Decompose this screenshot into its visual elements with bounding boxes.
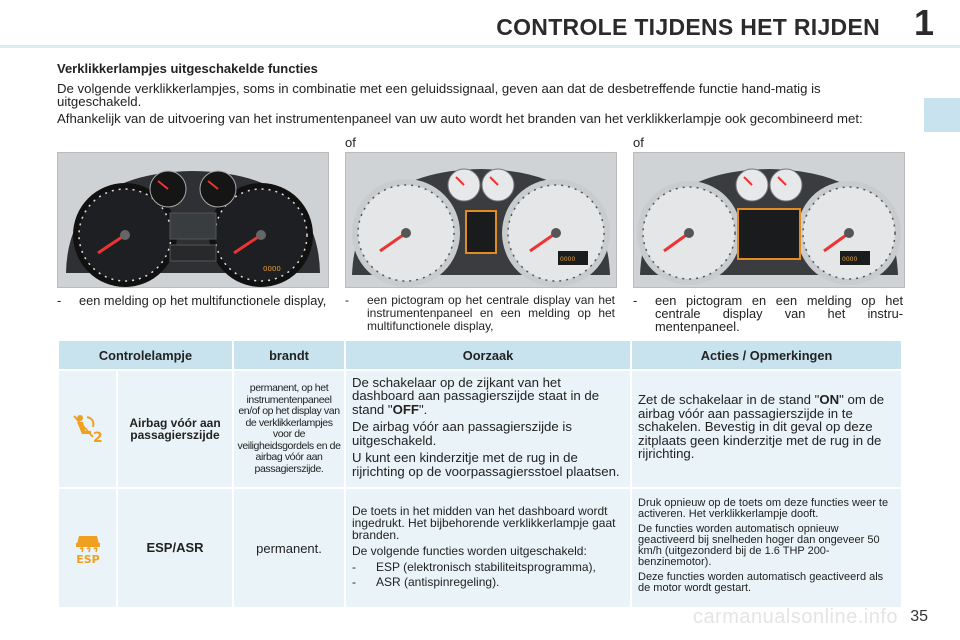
svg-text:0000: 0000: [842, 256, 858, 263]
cause-bullet: [352, 576, 624, 588]
cause-paragraph: De volgende functies worden uitgeschakeld:: [352, 544, 587, 558]
action-paragraph: Deze functies worden automatisch geactiveerd als de motor wordt gestart.: [638, 571, 884, 594]
bullet-dash: -: [352, 575, 356, 589]
cause-text: ".: [418, 401, 428, 417]
caption-2: [345, 294, 615, 333]
action-text: " om de airbag vóór aan passagierszijde in te schakelen. Bevestig in dit geval op deze zitplaats geen kinderzitje met de rug in de rijrichting.: [638, 392, 885, 462]
svg-text:2: 2: [92, 429, 103, 443]
bullet-text: ESP (elektronisch stabiliteitsprogramma),: [376, 560, 596, 574]
warning-lights-table: [57, 339, 903, 609]
svg-text:0000: 0000: [263, 265, 281, 273]
bullet-text: ASR (antispinregeling).: [376, 575, 500, 589]
header-brandt: brandt: [234, 341, 344, 369]
caption-text: een pictogram en een melding op het centrale display van het instru-mentenpaneel.: [655, 293, 903, 334]
chapter-tab: [924, 98, 960, 132]
row-action: [632, 489, 901, 607]
chapter-number: 1: [913, 2, 934, 43]
esp-off-icon: [59, 489, 116, 607]
table-row: [59, 371, 901, 487]
instrument-panel-image-1: [57, 152, 329, 288]
table-header-row: [59, 341, 901, 369]
airbag-passenger-off-icon: [59, 371, 116, 487]
esp-icon-text: ESP: [75, 552, 100, 564]
cause-bullet: [352, 561, 624, 573]
or-label: of: [345, 135, 356, 150]
caption-dash: -: [633, 293, 638, 308]
section-heading: Verklikkerlampjes uitgeschakelde functies: [57, 61, 318, 76]
row-name: Airbag vóór aan passagierszijde: [118, 371, 232, 487]
page-title: CONTROLE TIJDENS HET RIJDEN: [496, 14, 880, 40]
action-text: Zet de schakelaar in de stand ": [638, 392, 820, 408]
caption-1: [57, 294, 327, 307]
table-row: [59, 489, 901, 607]
page-number: 35: [910, 608, 928, 625]
cause-text: De schakelaar op de zijkant van het dashboard aan passagierszijde staat in de stand ": [352, 374, 600, 417]
on-label: ON: [819, 392, 840, 408]
caption-dash: -: [57, 293, 62, 308]
cause-paragraph: De toets in het midden van het dashboard wordt ingedrukt. Het bijbehorende verklikkerlampje gaat branden.: [352, 504, 616, 542]
row-cause: [346, 489, 630, 607]
cause-paragraph: U kunt een kinderzitje met de rug in de rijrichting op de voorpassagiersstoel plaatsen.: [352, 450, 620, 479]
intro-paragraph-2: Afhankelijk van de uitvoering van het instrumentenpaneel van uw auto wordt het branden van het verklikkerlampje ook gecombineerd met:: [57, 110, 863, 126]
or-label: of: [633, 135, 644, 150]
intro-section: [57, 62, 907, 128]
header-acties: Acties / Opmerkingen: [632, 341, 901, 369]
row-action: [632, 371, 901, 487]
action-paragraph: De functies worden automatisch opnieuw geactiveerd bij snelheden hoger dan ongeveer 50 km/h (uitgezonderd bij de 1.6 THP 200-benzinemotor).: [638, 523, 880, 568]
bullet-dash: -: [352, 560, 356, 574]
cause-paragraph: De airbag vóór aan passagierszijde is uitgeschakeld.: [352, 419, 572, 448]
instrument-panel-image-3: [633, 152, 905, 288]
intro-paragraph-1: De volgende verklikkerlampjes, soms in combinatie met een geluidssignaal, geven aan dat de desbetreffende functie hand-matig is uitgeschakeld.: [57, 80, 821, 109]
row-name: ESP/ASR: [118, 489, 232, 607]
caption-dash: -: [345, 293, 349, 307]
header-oorzaak: Oorzaak: [346, 341, 630, 369]
row-lit-text: permanent, op het instrumentenpaneel en/of op het display van de verklikkerlampjes voor de veiligheidsgordels en de airbag vóór aan passagierszijde.: [234, 371, 344, 487]
row-cause: [346, 371, 630, 487]
row-lit-text: permanent.: [234, 489, 344, 607]
svg-text:0000: 0000: [560, 256, 576, 263]
caption-text: een melding op het multifunctionele display,: [79, 293, 327, 308]
header-controlelampje: Controlelampje: [59, 341, 232, 369]
instrument-panel-image-2: [345, 152, 617, 288]
caption-text: een pictogram op het centrale display van het instrumentenpaneel en een melding op het multifunctionele display,: [367, 293, 615, 333]
caption-3: [633, 294, 903, 333]
watermark: carmanualsonline.info: [692, 606, 898, 628]
header-rule: [0, 45, 960, 48]
action-paragraph: Druk opnieuw op de toets om deze functies weer te activeren. Het verklikkerlampje dooft.: [638, 497, 889, 520]
off-label: OFF: [392, 401, 419, 417]
cause-paragraph: [352, 376, 624, 417]
action-paragraph: [638, 393, 895, 461]
